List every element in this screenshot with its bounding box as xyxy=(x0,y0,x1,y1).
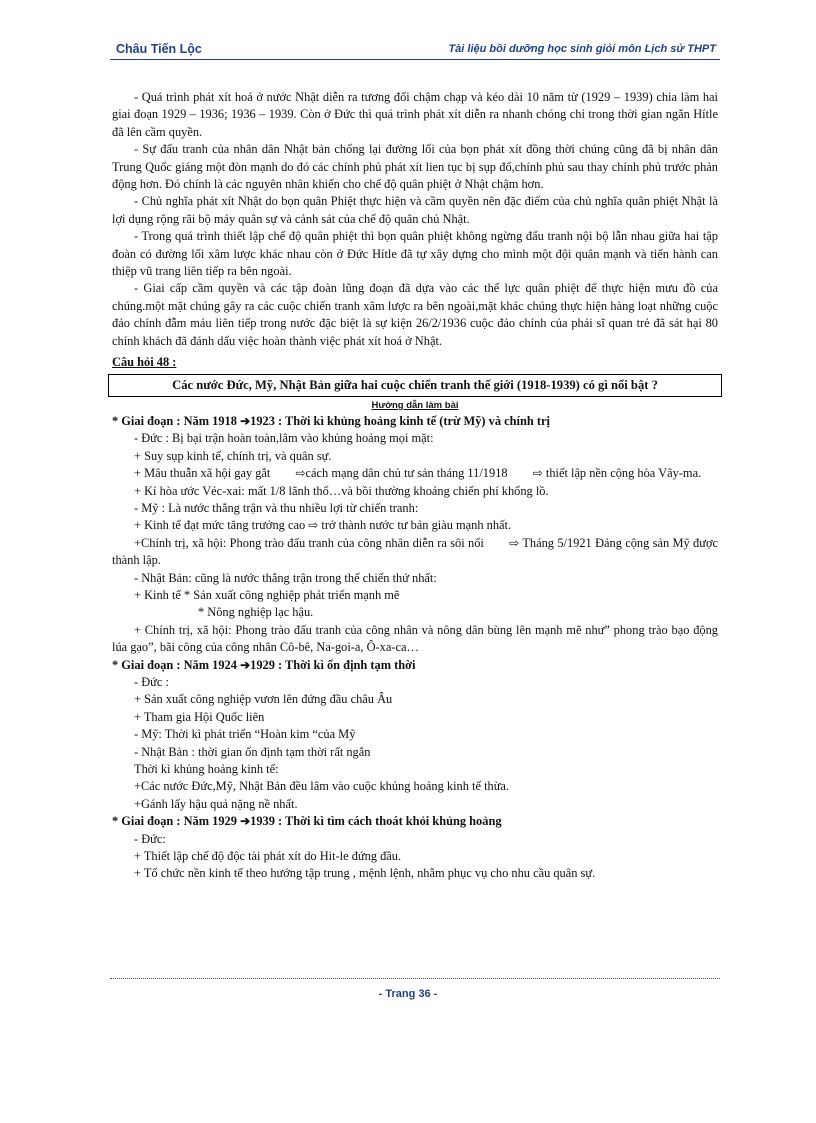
line-part: + Kinh tế đạt mức tăng trưởng cao xyxy=(134,518,306,533)
arrow-right-outline-icon: ⇨ xyxy=(509,535,520,550)
line-part: thiết lập nền cộng hòa Vây-ma. xyxy=(545,466,702,481)
line: + Sản xuất công nghiệp vươn lên đứng đầu châu Âu xyxy=(134,692,393,707)
line: - Đức : Bị bại trận hoàn toàn,lâm vào khủng hoảng mọi mặt: xyxy=(134,431,434,446)
line: + Kinh tế * Sản xuất công nghiệp phát triển mạnh mẽ xyxy=(134,587,400,602)
stage-heading-part: * Giai đoạn : Năm 1929 xyxy=(112,814,237,829)
line-part: +Chính trị, xã hội: Phong trào đấu tranh của công nhân diễn ra sôi nổi xyxy=(134,535,484,550)
stage-heading-part: 1923 : Thời kì khủng hoảng kinh tế (trừ Mỹ) và chính trị xyxy=(250,413,550,428)
line-part: trở thành nước tư bản giàu mạnh nhất. xyxy=(321,518,512,533)
arrow-right-outline-icon: ⇨ xyxy=(308,518,319,533)
line: - Nhật Bản : thời gian ổn định tạm thời rất ngắn xyxy=(134,744,371,759)
line-part: cách mạng dân chủ tư sản tháng 11/1918 xyxy=(305,466,508,481)
stage-heading-part: * Giai đoạn : Năm 1918 xyxy=(112,413,237,428)
paragraph: - Chủ nghĩa phát xít Nhật do bọn quân Phiệt thực hiện và cầm quyền nên đặc điểm của chủ nghĩa quân phiệt Nhật là lợi dụng rộng rãi bộ máy quân sự và cảnh sát của chế độ quân chủ Nhật. xyxy=(112,194,718,226)
line: + Kí hòa ước Véc-xai: mất 1/8 lãnh thổ…và bồi thường khoảng chiến phí khổng lồ. xyxy=(134,483,549,498)
line: + Suy sụp kinh tế, chính trị, và quân sự. xyxy=(134,448,332,463)
arrow-right-outline-icon: ⇨ xyxy=(295,466,306,481)
line: - Đức : xyxy=(134,675,169,689)
question-box: Các nước Đức, Mỹ, Nhật Bản giữa hai cuộc chiến tranh thế giới (1918-1939) có gì nổi bật ? xyxy=(108,374,722,397)
paragraph: - Quá trình phát xít hoá ở nước Nhật diễn ra tương đối chậm chạp và kéo dài 10 năm từ (1929 – 1939) chia làm hai giai đoạn 1929 – 1936; 1936 – 1939. Còn ở Đức thì quá trình phát xít diễn ra nhanh chóng chỉ trong thời gian ngắn Hítle đã lên cầm quyền. xyxy=(112,90,718,139)
paragraph: - Giai cấp cầm quyền và các tập đoàn lũng đoạn đã dựa vào các thế lực quân phiệt để thực hiện mưu đồ của chúng.một mặt chúng gây ra các cuộc chiến tranh xâm lược ra bên ngoài,mặt khác chúng thực hiện hàng loạt những cuộc đảo chính đẫm máu liên tiếp trong nước đặc biệt là sự kiện 26/2/1936 cuộc đảo chính của phái sĩ quan trẻ đã sát hại 80 chính khách đã đánh dấu việc hoàn thành việc phát xít hoá ở Nhật. xyxy=(112,281,718,348)
line xyxy=(112,517,718,534)
page-content xyxy=(112,89,718,883)
header-document-title: Tài liệu bồi dưỡng học sinh giỏi môn Lịch sử THPT xyxy=(448,43,716,55)
line: +Gánh lấy hậu quả nặng nề nhất. xyxy=(134,796,298,811)
line: Thời kì khủng hoảng kinh tế: xyxy=(134,762,279,777)
arrow-right-bold-icon: ➔ xyxy=(240,814,251,829)
stage-heading-part: 1929 : Thời kì ổn định tạm thời xyxy=(250,657,416,672)
header-author: Châu Tiến Lộc xyxy=(116,42,202,56)
line: - Đức: xyxy=(134,831,166,846)
line: +Các nước Đức,Mỹ, Nhật Bản đều lâm vào cuộc khủng hoảng kinh tế thừa. xyxy=(134,779,510,794)
stage-heading-1 xyxy=(112,413,718,430)
stage-heading-part: 1939 : Thời kì tìm cách thoát khỏi khủng hoảng xyxy=(250,814,502,829)
line: - Mỹ : Là nước thắng trận và thu nhiều lợi từ chiến tranh: xyxy=(134,500,419,515)
guide-heading: Hướng dẫn làm bài xyxy=(371,399,459,411)
stage-heading-part: * Giai đoạn : Năm 1924 xyxy=(112,657,237,672)
line xyxy=(112,465,718,482)
line: + Chính trị, xã hội: Phong trào đấu tranh của công nhân và nông dân bùng lên mạnh mẽ như” phong trào bạo động lúa gạo”, bãi công của công nhân Cô-bê, Na-goi-a, Ô-xa-ca… xyxy=(112,622,718,655)
line: + Tham gia Hội Quốc liên xyxy=(134,709,265,724)
line: - Mỹ: Thời kì phát triển “Hoàn kim “của Mỹ xyxy=(134,727,356,742)
line: + Thiết lập chế độ độc tài phát xít do Hit-le đứng đầu. xyxy=(134,849,402,864)
line-part: + Mâu thuẫn xã hội gay gắt xyxy=(134,466,271,481)
stage-heading-3 xyxy=(112,813,718,830)
question-label: Câu hỏi 48 : xyxy=(112,355,177,370)
arrow-right-outline-icon: ⇨ xyxy=(532,466,543,481)
page-number: - Trang 36 - xyxy=(378,988,438,1000)
line: * Nông nghiệp lạc hậu. xyxy=(198,605,314,620)
line: + Tổ chức nền kinh tế theo hướng tập trung , mệnh lệnh, nhằm phục vụ cho nhu cầu quân sự. xyxy=(134,866,596,881)
line xyxy=(112,535,718,570)
arrow-right-bold-icon: ➔ xyxy=(240,657,251,672)
line: - Nhật Bản: cũng là nước thắng trận trong thế chiến thứ nhất: xyxy=(134,570,437,585)
footer-divider xyxy=(110,978,720,979)
paragraph: - Sự đấu tranh của nhân dân Nhật bản chống lại đường lối của bọn phát xít đồng thời chúng cũng đã bị nhân dân Trung Quốc giáng một đòn mạnh do đó các chính phủ phát xít lien tục bị sụp đổ,chính phủ sau thay chính phủ trước phản động hơn. Đó chính là các nguyên nhân khiến cho chế độ quân phiệt ở Nhật chậm hơn. xyxy=(112,142,718,192)
paragraph: - Trong quá trình thiết lập chế độ quân phiệt thì bọn quân phiệt không ngừng đấu tranh nội bộ lẫn nhau giữa hai tập đoàn có đường lối xâm lược khác nhau còn ở Đức Hítle đã tự xây dựng cho mình một đội quân mạnh và tiến hành can thiệp vũ trang liên tiếp ra bên ngoài. xyxy=(112,229,718,279)
line-part: Tháng 5/1921 Đảng cộng sản Mỹ được thành lập. xyxy=(112,535,718,568)
page-header xyxy=(110,42,720,60)
stage-heading-2 xyxy=(112,657,718,674)
arrow-right-bold-icon: ➔ xyxy=(240,413,251,428)
